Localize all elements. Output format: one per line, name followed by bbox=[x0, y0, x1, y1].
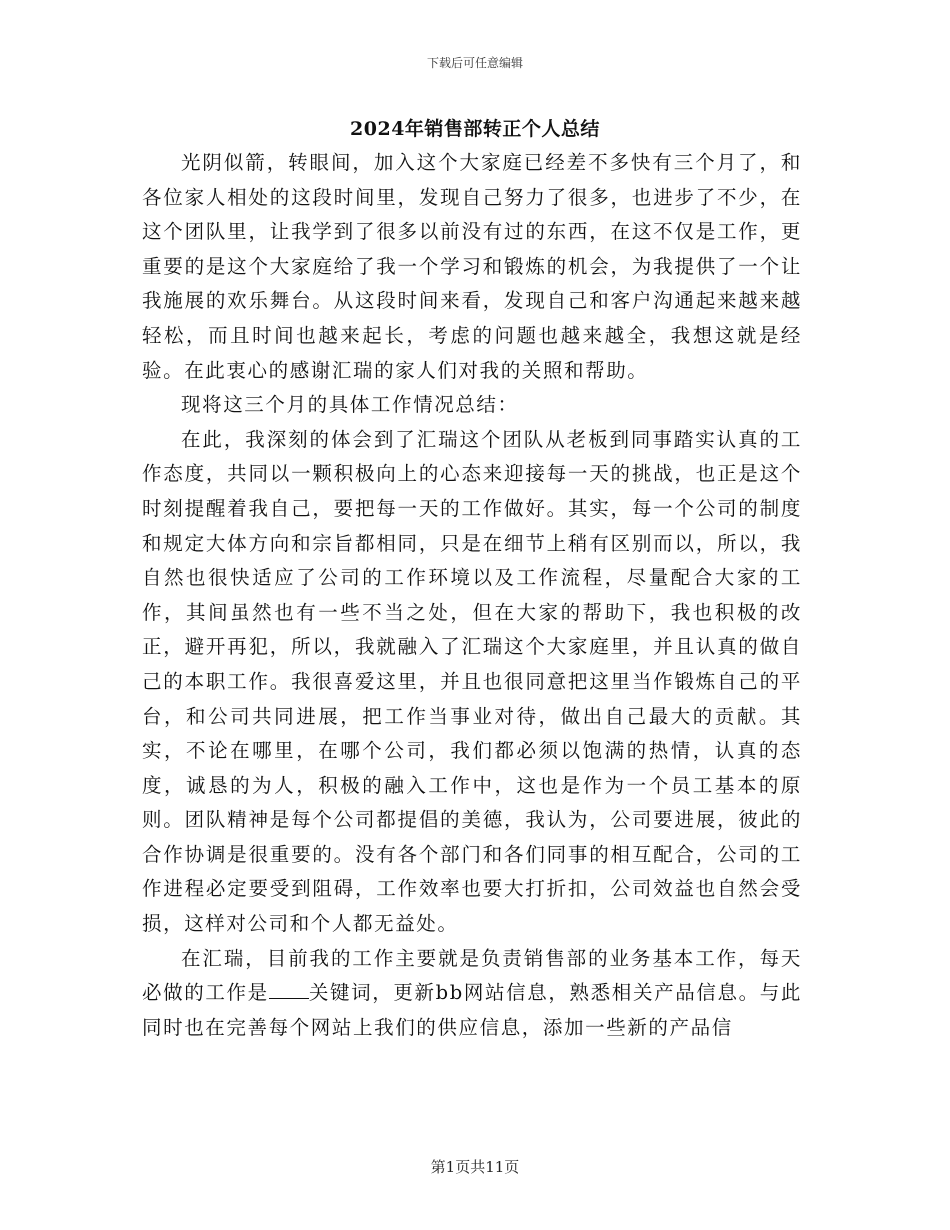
work-duties-text-end: 关键词，更新bb网站信息，熟悉相关产品信息。与此同时也在完善每个网站上我们的供应信息，添加一些新的产品信 bbox=[142, 981, 802, 1039]
paragraph-team-attitude: 在此，我深刻的体会到了汇瑞这个团队从老板到同事踏实认真的工作态度，共同以一颗积极向上的心态来迎接每一天的挑战，也正是这个时刻提醒着我自己，要把每一天的工作做好。其实，每一个公司的制度和规定大体方向和宗旨都相同，只是在细节上稍有区别而以，所以，我自然也很快适应了公司的工作环境以及工作流程，尽量配合大家的工作，其间虽然也有一些不当之处，但在大家的帮助下，我也积极的改正，避开再犯，所以，我就融入了汇瑞这个大家庭里，并且认真的做自己的本职工作。我很喜爱这里，并且也很同意把这里当作锻炼自己的平台，和公司共同进展，把工作当事业对待，做出自己最大的贡献。其实，不论在哪里，在哪个公司，我们都必须以饱满的热情，认真的态度，诚恳的为人，积极的融入工作中，这也是作为一个员工基本的原则。团队精神是每个公司都提倡的美德，我认为，公司要进展，彼此的合作协调是很重要的。没有各个部门和各们同事的相互配合，公司的工作进程必定要受到阻碍，工作效率也要大打折扣，公司效益也自然会受损，这样对公司和个人都无益处。 bbox=[142, 427, 802, 936]
fill-in-blank bbox=[269, 976, 309, 999]
document-title: 2024年销售部转正个人总结 bbox=[350, 118, 600, 140]
paragraph-work-duties bbox=[142, 942, 802, 1046]
header-note: 下载后可任意编辑 bbox=[426, 56, 523, 70]
paragraph-intro: 光阴似箭，转眼间，加入这个大家庭已经差不多快有三个月了，和各位家人相处的这段时间里，发现自己努力了很多，也进步了不少，在这个团队里，让我学到了很多以前没有过的东西，在这不仅是工作，更重要的是这个大家庭给了我一个学习和锻炼的机会，为我提供了一个让我施展的欢乐舞台。从这段时间来看，发现自己和客户沟通起来越来越轻松，而且时间也越来起长，考虑的问题也越来越全，我想这就是经验。在此衷心的感谢汇瑞的家人们对我的关照和帮助。 bbox=[142, 151, 802, 382]
page-number: 第1页共11页 bbox=[430, 1158, 520, 1176]
paragraph-summary-lead: 现将这三个月的具体工作情况总结： bbox=[181, 393, 519, 417]
work-duties-text-start: 在汇瑞，目前我的工作主要就是负责销售部的业务基本工作，每天必做的工作是 bbox=[142, 946, 802, 1005]
document-body bbox=[142, 146, 802, 1045]
